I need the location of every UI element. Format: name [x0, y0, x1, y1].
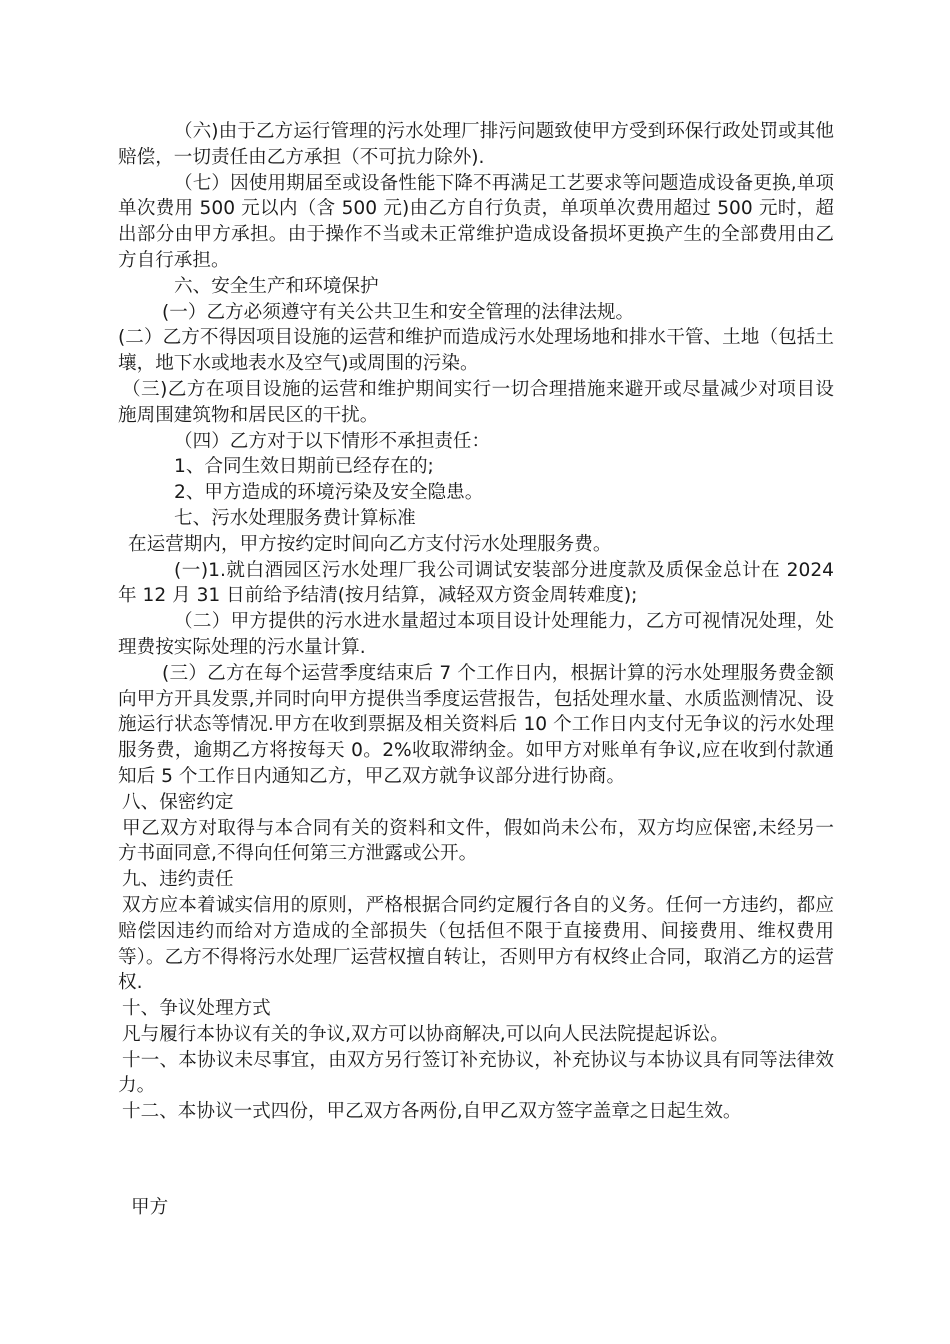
clause-safety-4: （四）乙方对于以下情形不承担责任： [174, 430, 491, 452]
clause-confidentiality: 甲乙双方对取得与本合同有关的资料和文件，假如尚未公布，双方均应保密,未经另一方书面同意,不得向任何第三方泄露或公开。 [118, 817, 834, 865]
clause-safety-1: (一）乙方必须遵守有关公共卫生和安全管理的法律法规。 [162, 301, 635, 323]
section-6-heading: 六、安全生产和环境保护 [174, 275, 379, 297]
section-10-heading: 十、争议处理方式 [122, 998, 271, 1020]
clause-fee-3: (三）乙方在每个运营季度结束后 7 个工作日内，根据计算的污水处理服务费金额向甲方开具发票,并同时向甲方提供当季度运营报告，包括处理水量、水质监测情况、设施运行状态等情况.甲方在收到票据及相关资料后 10 个工作日内支付无争议的污水处理服务费，逾期乙方将按每天 0。2%收取滞纳金。如甲方对账单有争议,应在收到付款通知后 5 个工作日内通知乙方，甲乙双方就争议部分进行协商。 [118, 662, 834, 787]
clause-6-7: （七）因使用期届至或设备性能下降不再满足工艺要求等问题造成设备更换,单项单次费用 500 元以内（含 500 元)由乙方自行负责，单项单次费用超过 500 元时，超出部分由甲方承担。由于操作不当或未正常维护造成设备损坏更换产生的全部费用由乙方自行承担。 [118, 172, 834, 271]
clause-fee-2: （二）甲方提供的污水进水量超过本项目设计处理能力，乙方可视情况处理，处理费按实际处理的污水量计算. [118, 611, 834, 658]
section-9-heading: 九、违约责任 [122, 869, 234, 891]
clause-breach: 双方应本着诚实信用的原则，严格根据合同约定履行各自的义务。任何一方违约，都应赔偿因违约而给对方造成的全部损失（包括但不限于直接费用、间接费用、维权费用等）。乙方不得将污水处理厂运营权擅自转让，否则甲方有权终止合同，取消乙方的运营权. [118, 894, 834, 994]
clause-safety-4-item-2: 2、甲方造成的环境污染及安全隐患。 [174, 482, 484, 504]
contract-body [118, 119, 834, 1125]
clause-safety-4-item-1: 1、合同生效日期前已经存在的; [174, 456, 434, 478]
clause-dispute: 凡与履行本协议有关的争议,双方可以协商解决,可以向人民法院提起诉讼。 [122, 1023, 729, 1045]
clause-12: 十二、本协议一式四份，甲乙双方各两份,自甲乙双方签字盖章之日起生效。 [122, 1101, 742, 1123]
party-a-signature-label: 甲方 [131, 1197, 169, 1218]
section-8-heading: 八、保密约定 [122, 791, 234, 813]
clause-11: 十一、本协议未尽事宜，由双方另行签订补充协议，补充协议与本协议具有同等法律效力。 [118, 1049, 834, 1097]
section-7-intro: 在运营期内，甲方按约定时间向乙方支付污水处理服务费。 [128, 533, 612, 555]
clause-fee-1: (一)1.就白酒园区污水处理厂我公司调试安装部分进度款及质保金总计在 2024 年 12 月 31 日前给予结清(按月结算，减轻双方资金周转难度); [118, 559, 834, 607]
section-7-heading: 七、污水处理服务费计算标准 [174, 507, 416, 529]
clause-safety-3: （三)乙方在项目设施的运营和维护期间实行一切合理措施来避开或尽量减少对项目设施周围建筑物和居民区的干扰。 [118, 378, 834, 426]
clause-safety-2: (二）乙方不得因项目设施的运营和维护而造成污水处理场地和排水干管、土地（包括土壤，地下水或地表水及空气)或周围的污染。 [118, 327, 834, 375]
clause-6-6: （六)由于乙方运行管理的污水处理厂排污问题致使甲方受到环保行政处罚或其他赔偿，一切责任由乙方承担（不可抗力除外). [118, 121, 834, 168]
